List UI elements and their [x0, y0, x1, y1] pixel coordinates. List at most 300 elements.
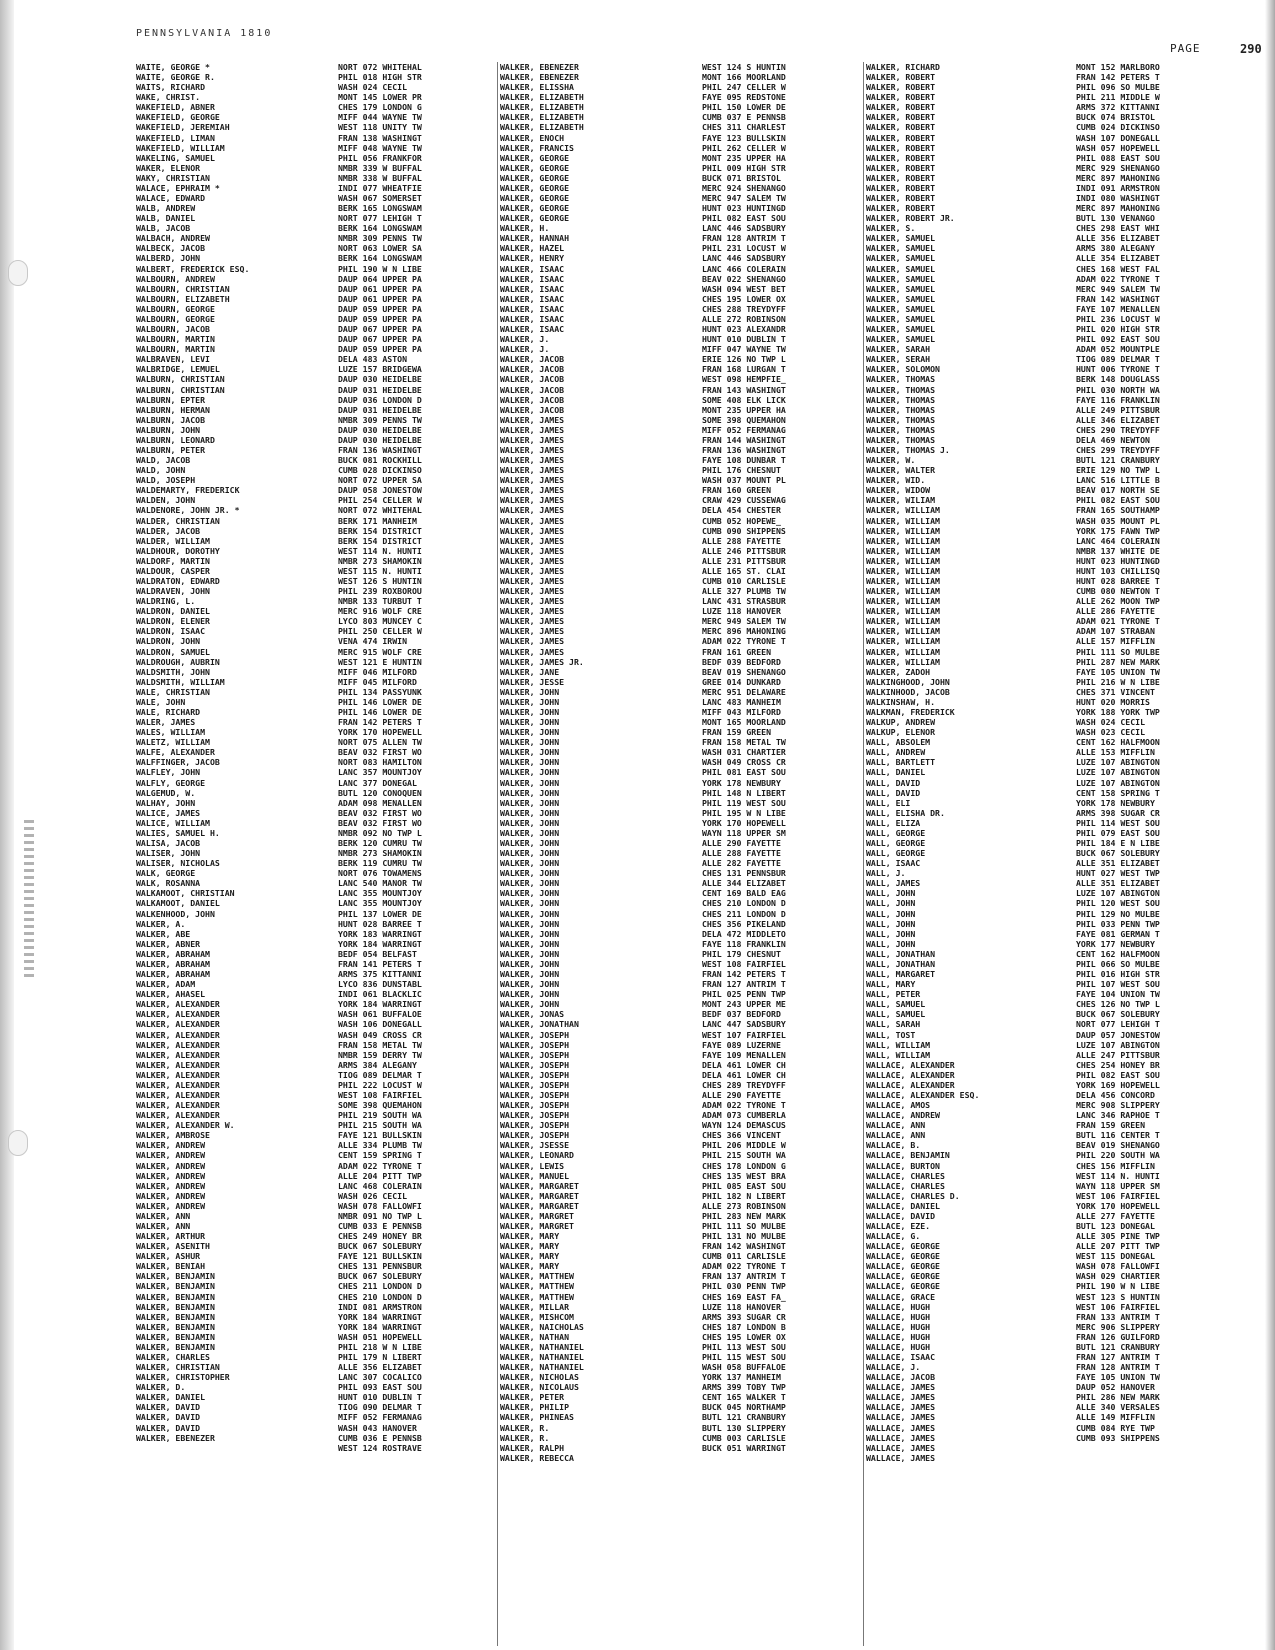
- name-entry: WALKER, WALTER: [866, 465, 936, 476]
- name-entry: WALK, GEORGE: [136, 868, 196, 879]
- location-entry: WEST 123 S HUNTIN: [1076, 1291, 1160, 1302]
- name-entry: WALDHOUR, DOROTHY: [136, 545, 220, 556]
- name-entry: WALKER, JOHN: [500, 848, 560, 859]
- location-entry: PHIL 030 PENN TWP: [702, 1281, 786, 1292]
- name-entry: WALKER, MATTHEW: [500, 1281, 574, 1292]
- location-entry: PHIL 081 EAST SOU: [702, 767, 786, 778]
- location-entry: YORK 184 WARRINGT: [338, 1321, 422, 1332]
- name-entry: WALFLEY, JOHN: [136, 767, 201, 778]
- column-divider: [863, 62, 864, 1646]
- name-entry: WALL, GEORGE: [866, 827, 926, 838]
- location-entry: CHES 289 TREYDYFF: [702, 1079, 786, 1090]
- location-entry: DELA 461 LOWER CH: [702, 1069, 786, 1080]
- location-entry: DAUP 036 LONDON D: [338, 394, 422, 405]
- location-entry: BEAV 032 FIRST WO: [338, 817, 422, 828]
- name-entry: WALLACE, DAVID: [866, 1210, 936, 1221]
- name-entry: WALKER, THOMAS: [866, 404, 936, 415]
- location-entry: LANC 446 SADSBURY: [702, 223, 786, 234]
- name-entry: WALL, DAVID: [866, 787, 921, 798]
- name-entry: WALL, GEORGE: [866, 848, 926, 859]
- name-entry: WALKER, JOHN: [500, 727, 560, 738]
- location-entry: CHES 210 LONDON D: [338, 1291, 422, 1302]
- name-entry: WAITE, GEORGE R.: [136, 72, 215, 83]
- margin-stamp-mark: [24, 820, 34, 980]
- location-entry: ALLE 282 FAYETTE: [702, 858, 781, 869]
- name-entry: WALL, JOHN: [866, 898, 916, 909]
- location-entry: CUMB 003 CARLISLE: [702, 1432, 786, 1443]
- location-entry: ALLE 277 FAYETTE: [1076, 1210, 1155, 1221]
- name-entry: WALLACE, HUGH: [866, 1341, 931, 1352]
- location-entry: PHIL 137 LOWER DE: [338, 908, 422, 919]
- name-entry: WALL, JOHN: [866, 938, 916, 949]
- name-entry: WALKER, JOSEPH: [500, 1079, 570, 1090]
- name-entry: WALKER, SAMUEL: [866, 233, 936, 244]
- name-entry: WALKER, ISAAC: [500, 303, 565, 314]
- location-entry: NMBR 137 WHITE DE: [1076, 545, 1160, 556]
- location-entry: WASH 037 MOUNT PL: [702, 475, 786, 486]
- name-entry: WALKER, SAMUEL: [866, 243, 936, 254]
- name-entry: WAKEFIELD, JEREMIAH: [136, 122, 230, 133]
- location-entry: CHES 288 TREYDYFF: [702, 303, 786, 314]
- name-entry: WALKER, JAMES: [500, 555, 565, 566]
- name-entry: WALKER, JACOB: [500, 364, 565, 375]
- location-entry: CHES 131 PENNSBUR: [702, 868, 786, 879]
- name-entry: WALL, JOHN: [866, 928, 916, 939]
- name-entry: WALKER, ELISSHA: [500, 82, 574, 93]
- name-entry: WALKER, JOHN: [500, 767, 560, 778]
- name-entry: WALKER, AHASEL: [136, 989, 206, 1000]
- location-entry: PHIL 148 N LIBERT: [702, 787, 786, 798]
- name-entry: WALBURN, EPTER: [136, 394, 206, 405]
- location-entry: PHIL 195 W N LIBE: [702, 807, 786, 818]
- location-entry: ALLE 153 MIFFLIN: [1076, 747, 1155, 758]
- name-entry: WALKER, ANDREW: [136, 1180, 206, 1191]
- name-entry: WALKER, HAZEL: [500, 243, 565, 254]
- locations-column-2: [702, 62, 862, 1453]
- name-entry: WALKUP, ANDREW: [866, 717, 936, 728]
- name-entry: WALLACE, EZE.: [866, 1220, 931, 1231]
- location-entry: CHES 156 MIFFLIN: [1076, 1160, 1155, 1171]
- location-entry: ALLE 344 ELIZABET: [702, 878, 786, 889]
- location-entry: HUNT 103 CHILLISQ: [1076, 565, 1160, 576]
- location-entry: FRAN 158 METAL TW: [702, 737, 786, 748]
- location-entry: WAYN 118 UPPER SM: [702, 827, 786, 838]
- name-entry: WALLACE, B.: [866, 1140, 921, 1151]
- location-entry: HUNT 023 HUNTINGD: [1076, 555, 1160, 566]
- name-entry: WALKER, ROBERT: [866, 172, 936, 183]
- name-entry: WALKER, MANUEL: [500, 1170, 570, 1181]
- location-entry: WEST 124 ROSTRAVE: [338, 1442, 422, 1453]
- name-entry: WALL, JOHN: [866, 888, 916, 899]
- name-entry: WAKEFIELD, GEORGE: [136, 112, 220, 123]
- location-entry: FRAN 158 METAL TW: [338, 1039, 422, 1050]
- header-page-number: 290: [1240, 42, 1262, 56]
- name-entry: WALKER, ANDREW: [136, 1150, 206, 1161]
- name-entry: WALKER, ISAAC: [500, 273, 565, 284]
- name-entry: WALLACE, DANIEL: [866, 1200, 940, 1211]
- location-entry: BUTL 121 CRANBURY: [1076, 455, 1160, 466]
- location-entry: FRAN 142 WASHINGT: [702, 1241, 786, 1252]
- location-entry: LYCO 803 MUNCEY C: [338, 616, 422, 627]
- location-entry: CHES 131 PENNSBUR: [338, 1261, 422, 1272]
- location-entry: FRAN 160 GREEN: [702, 485, 772, 496]
- location-entry: INDI 091 ARMSTRON: [1076, 182, 1160, 193]
- name-entry: WALLACE, CHARLES: [866, 1180, 945, 1191]
- location-entry: WASH 051 HOPEWELL: [338, 1331, 422, 1342]
- name-entry: WALKER, ALEXANDER: [136, 999, 220, 1010]
- name-entry: WALKER, ALEXANDER: [136, 1039, 220, 1050]
- name-entry: WALKER, ALEXANDER: [136, 1100, 220, 1111]
- name-entry: WALLACE, ALEXANDER: [866, 1059, 955, 1070]
- name-entry: WALKER, GEORGE: [500, 182, 570, 193]
- location-entry: BUTL 121 CRANBURY: [1076, 1341, 1160, 1352]
- location-entry: PHIL 088 EAST SOU: [1076, 152, 1160, 163]
- location-entry: YORK 169 HOPEWELL: [1076, 1079, 1160, 1090]
- name-entry: WALLACE, HUGH: [866, 1321, 931, 1332]
- location-entry: CHES 371 VINCENT: [1076, 686, 1155, 697]
- name-entry: WALKER, ANDREW: [136, 1160, 206, 1171]
- location-entry: PHIL 115 WEST SOU: [702, 1352, 786, 1362]
- name-entry: WALKER, ENOCH: [500, 132, 565, 143]
- location-entry: HUNT 010 DUBLIN T: [702, 334, 786, 345]
- name-entry: WALFFINGER, JACOB: [136, 757, 220, 768]
- name-entry: WALDRON, DANIEL: [136, 606, 210, 617]
- name-entry: WALKER, WILLIAM: [866, 515, 940, 526]
- name-entry: WALLACE, GEORGE: [866, 1271, 940, 1282]
- location-entry: LYCO 836 DUNSTABL: [338, 979, 422, 990]
- name-entry: WALKER, JAMES: [500, 455, 565, 466]
- name-entry: WALKER, JAMES: [500, 475, 565, 486]
- name-entry: WALKER, H.: [500, 223, 550, 234]
- location-entry: BERK 120 CUMRU TW: [338, 838, 422, 849]
- location-entry: MONT 235 UPPER HA: [702, 404, 786, 415]
- location-entry: SOME 398 QUEMAHON: [338, 1100, 422, 1111]
- location-entry: WAYN 124 DEMASCUS: [702, 1120, 786, 1131]
- locations-column-1: [338, 62, 498, 1453]
- name-entry: WALKER, WIDOW: [866, 485, 931, 496]
- name-entry: WALKER, PETER: [500, 1392, 565, 1403]
- name-entry: WALKER, ISAAC: [500, 263, 565, 274]
- location-entry: FAYE 108 DUNBAR T: [702, 455, 786, 466]
- name-entry: WALKER, WILLIAM: [866, 565, 940, 576]
- name-entry: WALKER, HENRY: [500, 253, 565, 264]
- location-entry: FRAN 165 SOUTHAMP: [1076, 505, 1160, 516]
- location-entry: PHIL 179 N LIBERT: [338, 1352, 422, 1362]
- location-entry: FRAN 143 WASHINGT: [702, 384, 786, 395]
- location-entry: PHIL 250 CELLER W: [338, 626, 422, 637]
- name-entry: WALKER, SAMUEL: [866, 324, 936, 335]
- location-entry: TIOG 089 DELMAR T: [1076, 354, 1160, 365]
- location-entry: PHIL 009 HIGH STR: [702, 162, 786, 173]
- location-entry: HUNT 027 WEST TWP: [1076, 868, 1160, 879]
- location-entry: PHIL 262 CELLER W: [702, 142, 786, 153]
- location-entry: CUMB 033 E PENNSB: [338, 1220, 422, 1231]
- name-entry: WALLACE, ALEXANDER: [866, 1079, 955, 1090]
- name-entry: WALKER, JAMES: [500, 596, 565, 607]
- name-entry: WALLACE, JAMES: [866, 1442, 936, 1453]
- name-entry: WALKER, MATTHEW: [500, 1271, 574, 1282]
- name-entry: WALLACE, JAMES: [866, 1432, 936, 1443]
- location-entry: PHIL 236 LOCUST W: [1076, 313, 1160, 324]
- name-entry: WALKER, JOHN: [500, 777, 560, 788]
- name-entry: WALLACE, JAMES: [866, 1422, 936, 1433]
- name-entry: WALBOURN, MARTIN: [136, 344, 215, 355]
- location-entry: ADAM 022 TYRONE T: [338, 1160, 422, 1171]
- page-edge-shadow: [1265, 0, 1275, 1650]
- location-entry: SOME 408 ELK LICK: [702, 394, 786, 405]
- location-entry: WEST 115 N. HUNTI: [338, 565, 422, 576]
- location-entry: YORK 175 FAWN TWP: [1076, 525, 1160, 536]
- location-entry: LANC 447 SADSBURY: [702, 1019, 786, 1030]
- location-entry: PHIL 206 MIDDLE W: [702, 1140, 786, 1151]
- name-entry: WALKER, ROBERT: [866, 102, 936, 113]
- name-entry: WALKER, ROBERT: [866, 72, 936, 83]
- location-entry: HUNT 023 ALEXANDR: [702, 324, 786, 335]
- names-column-3: [866, 62, 1071, 1463]
- name-entry: WALKINHOOD, JACOB: [866, 686, 950, 697]
- location-entry: ALLE 334 PLUMB TW: [338, 1140, 422, 1151]
- name-entry: WALISA, JACOB: [136, 838, 201, 849]
- location-entry: ALLE 288 FAYETTE: [702, 848, 781, 859]
- location-entry: INDI 077 WHEATFIE: [338, 182, 422, 193]
- name-entry: WALKER, JOSEPH: [500, 1049, 570, 1060]
- name-entry: WALKER, ROBERT: [866, 92, 936, 103]
- name-entry: WALKER, NAICHOLAS: [500, 1321, 584, 1332]
- name-entry: WALKER, JOSEPH: [500, 1089, 570, 1100]
- location-entry: WEST 114 N. HUNTI: [338, 545, 422, 556]
- location-entry: WASH 049 CROSS CR: [702, 757, 786, 768]
- name-entry: WALKER, SAMUEL: [866, 253, 936, 264]
- location-entry: DELA 483 ASTON: [338, 354, 408, 365]
- location-entry: LANC 446 SADSBURY: [702, 253, 786, 264]
- location-entry: PHIL 190 W N LIBE: [1076, 1281, 1160, 1292]
- location-entry: PHIL 119 WEST SOU: [702, 797, 786, 808]
- name-entry: WALDRING, L.: [136, 596, 196, 607]
- location-entry: PHIL 134 PASSYUNK: [338, 686, 422, 697]
- name-entry: WALKER, JANE: [500, 666, 560, 677]
- location-entry: CHES 299 TREYDYFF: [1076, 444, 1160, 455]
- names-column-1: [136, 62, 332, 1443]
- location-entry: CHES 195 LOWER OX: [702, 1331, 786, 1342]
- location-entry: NMBR 091 NO TWP L: [338, 1210, 422, 1221]
- location-entry: FRAN 159 GREEN: [702, 727, 772, 738]
- name-entry: WALKER, ROBERT: [866, 122, 936, 133]
- location-entry: PHIL 066 SO MULBE: [1076, 958, 1160, 969]
- location-entry: PHIL 146 LOWER DE: [338, 696, 422, 707]
- name-entry: WALLACE, GEORGE: [866, 1261, 940, 1272]
- name-entry: WALKER, ROBERT: [866, 162, 936, 173]
- name-entry: WALKER, ADAM: [136, 979, 196, 990]
- name-entry: WALKER, JAMES: [500, 636, 565, 647]
- name-entry: WALBOURN, MARTIN: [136, 334, 215, 345]
- name-entry: WALKER, BENJAMIN: [136, 1301, 215, 1312]
- name-entry: WALBOURN, CHRISTIAN: [136, 283, 230, 294]
- location-entry: CHES 290 TREYDYFF: [1076, 424, 1160, 435]
- name-entry: WALBRIDGE, LEMUEL: [136, 364, 220, 375]
- name-entry: WALKER, DAVID: [136, 1402, 201, 1413]
- name-entry: WALKER, ABRAHAM: [136, 969, 210, 980]
- location-entry: NMBR 092 NO TWP L: [338, 827, 422, 838]
- name-entry: WALL, WILLIAM: [866, 1049, 931, 1060]
- location-entry: PHIL 018 HIGH STR: [338, 72, 422, 83]
- name-entry: WALL, ELIZA: [866, 817, 921, 828]
- name-entry: WALDORF, MARTIN: [136, 555, 210, 566]
- name-entry: WALKER, JAMES: [500, 646, 565, 657]
- location-entry: PHIL 085 EAST SOU: [702, 1180, 786, 1191]
- location-entry: HUNT 028 BARREE T: [1076, 575, 1160, 586]
- location-entry: ALLE 272 ROBINSON: [702, 313, 786, 324]
- name-entry: WALLACE, JAMES: [866, 1452, 936, 1463]
- location-entry: LANC 355 MOUNTJOY: [338, 898, 422, 909]
- location-entry: DAUP 061 UPPER PA: [338, 283, 422, 294]
- location-entry: BUCK 067 SOLEBURY: [1076, 1009, 1160, 1020]
- location-entry: MERC 897 MAHONING: [1076, 203, 1160, 214]
- location-entry: ALLE 290 FAYETTE: [702, 1089, 781, 1100]
- location-entry: FRAN 142 PETERS T: [338, 717, 422, 728]
- name-entry: WALKER, WILLIAM: [866, 525, 940, 536]
- name-entry: WALKER, JOHN: [500, 827, 560, 838]
- name-entry: WALKAMOOT, DANIEL: [136, 898, 220, 909]
- name-entry: WALKER, ELIZABETH: [500, 112, 584, 123]
- name-entry: WALKER, ISAAC: [500, 313, 565, 324]
- name-entry: WALKER, JOHN: [500, 737, 560, 748]
- location-entry: MERC 949 SALEM TW: [702, 616, 786, 627]
- name-entry: WALKER, ROBERT: [866, 193, 936, 204]
- name-entry: WALKER, MARGRET: [500, 1220, 574, 1231]
- name-entry: WALKER, ELIZABETH: [500, 102, 584, 113]
- location-entry: FRAN 142 PETERS T: [702, 969, 786, 980]
- name-entry: WALICE, WILLIAM: [136, 817, 210, 828]
- location-entry: WASH 049 CROSS CR: [338, 1029, 422, 1040]
- location-entry: NORT 072 WHITEHAL: [338, 505, 422, 516]
- name-entry: WALKER, BENJAMIN: [136, 1341, 215, 1352]
- name-entry: WALBOURN, JACOB: [136, 324, 210, 335]
- location-entry: BUCK 067 SOLEBURY: [1076, 848, 1160, 859]
- name-entry: WALKER, AMBROSE: [136, 1130, 210, 1141]
- name-entry: WALE, JOHN: [136, 696, 186, 707]
- name-entry: WALKER, JAMES: [500, 444, 565, 455]
- location-entry: NMBR 339 W BUFFAL: [338, 162, 422, 173]
- name-entry: WALKER, SOLOMON: [866, 364, 940, 375]
- location-entry: ALLE 149 MIFFLIN: [1076, 1412, 1155, 1423]
- name-entry: WALKER, SAMUEL: [866, 334, 936, 345]
- name-entry: WALKER, WILLIAM: [866, 656, 940, 667]
- name-entry: WALBURN, JACOB: [136, 414, 206, 425]
- name-entry: WALKER, ALEXANDER: [136, 1069, 220, 1080]
- location-entry: LANC 468 COLERAIN: [338, 1180, 422, 1191]
- location-entry: BEAV 017 NORTH SE: [1076, 485, 1160, 496]
- name-entry: WALKER, BENIAH: [136, 1261, 206, 1272]
- location-entry: WEST 115 DONEGAL: [1076, 1251, 1155, 1262]
- location-entry: CHES 178 LONDON G: [702, 1160, 786, 1171]
- location-entry: BEDF 039 BEDFORD: [702, 656, 781, 667]
- name-entry: WALKER, PHILIP: [500, 1402, 570, 1413]
- name-entry: WALKER, THOMAS J.: [866, 444, 950, 455]
- location-entry: FAYE 105 UNION TW: [1076, 1372, 1160, 1383]
- name-entry: WALKER, SAMUEL: [866, 293, 936, 304]
- location-entry: FRAN 133 ANTRIM T: [1076, 1311, 1160, 1322]
- name-entry: WALKER, ASHUR: [136, 1251, 201, 1262]
- name-entry: WALKER, ABNER: [136, 938, 201, 949]
- location-entry: CHES 254 HONEY BR: [1076, 1059, 1160, 1070]
- location-entry: WEST 124 S HUNTIN: [702, 62, 786, 72]
- name-entry: WALKER, ALEXANDER: [136, 1110, 220, 1121]
- location-entry: CUMB 093 SHIPPENS: [1076, 1432, 1160, 1443]
- name-entry: WALL, SARAH: [866, 1019, 921, 1030]
- name-entry: WALBECK, JACOB: [136, 243, 206, 254]
- name-entry: WALACE, EPHRAIM *: [136, 182, 220, 193]
- name-entry: WALKER, ROBERT: [866, 142, 936, 153]
- name-entry: WALKER, ALEXANDER: [136, 1019, 220, 1030]
- punch-hole-top: [8, 260, 28, 286]
- location-entry: NORT 072 UPPER SA: [338, 475, 422, 486]
- name-entry: WALE, RICHARD: [136, 707, 201, 717]
- name-entry: WALKER, JAMES: [500, 465, 565, 476]
- name-entry: WALKER, JOHN: [500, 747, 560, 758]
- location-entry: FAYE 121 BULLSKIN: [338, 1251, 422, 1262]
- location-entry: HUNT 028 BARREE T: [338, 918, 422, 929]
- location-entry: LANC 466 COLERAIN: [702, 263, 786, 274]
- location-entry: FRAN 144 WASHINGT: [702, 434, 786, 445]
- location-entry: FRAN 127 ANTRIM T: [702, 979, 786, 990]
- location-entry: CUMB 052 HOPEWE_: [702, 515, 781, 526]
- location-entry: DAUP 059 UPPER PA: [338, 313, 422, 324]
- location-entry: PHIL 287 NEW MARK: [1076, 656, 1160, 667]
- location-entry: FAYE 118 FRANKLIN: [702, 938, 786, 949]
- name-entry: WALKENHOOD, JOHN: [136, 908, 215, 919]
- name-entry: WALBURN, HERMAN: [136, 404, 210, 415]
- location-entry: GREE 014 DUNKARD: [702, 676, 781, 687]
- location-entry: ALLE 327 PLUMB TW: [702, 586, 786, 597]
- name-entry: WALKER, GEORGE: [500, 162, 570, 173]
- location-entry: FAYE 109 MENALLEN: [702, 1049, 786, 1060]
- location-entry: DAUP 061 UPPER PA: [338, 293, 422, 304]
- name-entry: WALKER, ALEXANDER: [136, 1089, 220, 1100]
- name-entry: WALKER, BENJAMIN: [136, 1331, 215, 1342]
- location-entry: INDI 061 BLACKLIC: [338, 989, 422, 1000]
- name-entry: WALL, MARGARET: [866, 969, 936, 980]
- name-entry: WALLACE, HUGH: [866, 1331, 931, 1342]
- names-column-2: [500, 62, 695, 1463]
- header-state-year: PENNSYLVANIA 1810: [136, 28, 273, 39]
- location-entry: BEAV 032 FIRST WO: [338, 747, 422, 758]
- location-entry: PHIL 150 LOWER DE: [702, 102, 786, 113]
- location-entry: ALLE 249 PITTSBUR: [1076, 404, 1160, 415]
- location-entry: DAUP 031 HEIDELBE: [338, 404, 422, 415]
- name-entry: WALKER, JOHN: [500, 898, 560, 909]
- name-entry: WALKER, D.: [136, 1382, 186, 1393]
- name-entry: WALBOURN, ANDREW: [136, 273, 215, 284]
- name-entry: WALLACE, GEORGE: [866, 1241, 940, 1252]
- name-entry: WALKER, JAMES: [500, 535, 565, 546]
- location-entry: FRAN 137 ANTRIM T: [702, 1271, 786, 1282]
- name-entry: WALKER, R.: [500, 1422, 550, 1433]
- location-entry: WEST 126 S HUNTIN: [338, 575, 422, 586]
- name-entry: WALKER, JONATHAN: [500, 1019, 579, 1030]
- name-entry: WALKER, BENJAMIN: [136, 1311, 215, 1322]
- location-entry: YORK 137 MANHEIM: [702, 1372, 781, 1383]
- location-entry: SOME 398 QUEMAHON: [702, 414, 786, 425]
- location-entry: ALLE 354 ELIZABET: [1076, 253, 1160, 264]
- location-entry: CHES 187 LONDON B: [702, 1321, 786, 1332]
- location-entry: PHIL 111 SO MULBE: [702, 1220, 786, 1231]
- location-entry: PHIL 182 N LIBERT: [702, 1190, 786, 1201]
- location-entry: LUZE 118 HANOVER: [702, 1301, 781, 1312]
- name-entry: WALBRAVEN, LEVI: [136, 354, 210, 365]
- name-entry: WALDRATON, EDWARD: [136, 575, 220, 586]
- name-entry: WALKER, ROBERT: [866, 152, 936, 163]
- location-entry: PHIL 215 SOUTH WA: [702, 1150, 786, 1161]
